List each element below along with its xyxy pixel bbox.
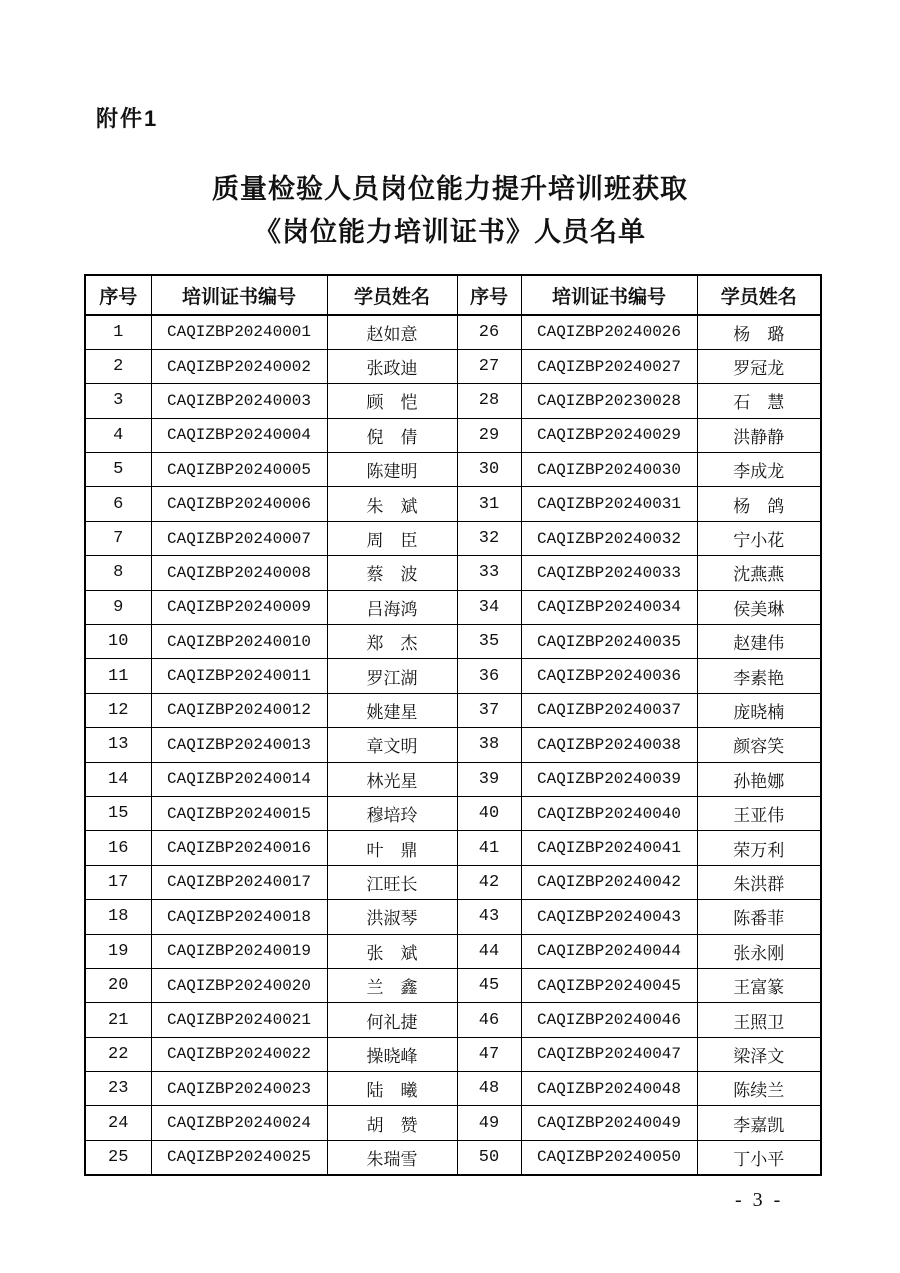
table-row <box>85 521 821 555</box>
student-name-left: 罗江湖 <box>327 659 457 693</box>
certificate-number-right: CAQIZBP20240032 <box>521 521 697 555</box>
student-name-left: 朱 斌 <box>327 487 457 521</box>
student-name-right: 李成龙 <box>697 453 821 487</box>
student-name-right: 杨 鸽 <box>697 487 821 521</box>
serial-number-right: 43 <box>457 900 521 934</box>
document-title-line-2: 《岗位能力培训证书》人员名单 <box>254 217 646 247</box>
table-row <box>85 418 821 452</box>
table-row <box>85 349 821 383</box>
certificate-number-right: CAQIZBP20240046 <box>521 1003 697 1037</box>
certificate-number-left: CAQIZBP20240008 <box>151 556 327 590</box>
table-header-row <box>85 275 821 315</box>
table-row <box>85 487 821 521</box>
student-name-left: 姚建星 <box>327 693 457 727</box>
certificate-number-right: CAQIZBP20230028 <box>521 384 697 418</box>
table-row <box>85 590 821 624</box>
serial-number-right: 42 <box>457 865 521 899</box>
serial-number-right: 45 <box>457 968 521 1002</box>
serial-number-left: 14 <box>85 762 151 796</box>
certificate-number-left: CAQIZBP20240002 <box>151 349 327 383</box>
serial-number-right: 50 <box>457 1140 521 1174</box>
table-row <box>85 900 821 934</box>
serial-number-left: 20 <box>85 968 151 1002</box>
student-name-left: 章文明 <box>327 728 457 762</box>
table-row <box>85 1037 821 1071</box>
serial-number-left: 4 <box>85 418 151 452</box>
table-row <box>85 659 821 693</box>
certificate-number-right: CAQIZBP20240043 <box>521 900 697 934</box>
serial-number-left: 24 <box>85 1106 151 1140</box>
serial-number-left: 8 <box>85 556 151 590</box>
roster-table <box>84 274 822 1176</box>
serial-number-left: 22 <box>85 1037 151 1071</box>
student-name-left: 洪淑琴 <box>327 900 457 934</box>
certificate-number-left: CAQIZBP20240014 <box>151 762 327 796</box>
certificate-number-left: CAQIZBP20240009 <box>151 590 327 624</box>
certificate-number-left: CAQIZBP20240020 <box>151 968 327 1002</box>
student-name-left: 陆 曦 <box>327 1072 457 1106</box>
certificate-number-left: CAQIZBP20240016 <box>151 831 327 865</box>
table-row <box>85 728 821 762</box>
certificate-number-left: CAQIZBP20240010 <box>151 625 327 659</box>
certificate-number-left: CAQIZBP20240007 <box>151 521 327 555</box>
serial-number-right: 27 <box>457 349 521 383</box>
serial-number-right: 36 <box>457 659 521 693</box>
serial-number-right: 34 <box>457 590 521 624</box>
certificate-number-right: CAQIZBP20240047 <box>521 1037 697 1071</box>
certificate-number-right: CAQIZBP20240049 <box>521 1106 697 1140</box>
table-row <box>85 1072 821 1106</box>
table-row <box>85 968 821 1002</box>
table-row <box>85 315 821 349</box>
certificate-number-left: CAQIZBP20240015 <box>151 796 327 830</box>
certificate-number-right: CAQIZBP20240031 <box>521 487 697 521</box>
student-name-right: 李素艳 <box>697 659 821 693</box>
serial-number-right: 49 <box>457 1106 521 1140</box>
certificate-number-right: CAQIZBP20240026 <box>521 315 697 349</box>
student-name-right: 宁小花 <box>697 521 821 555</box>
student-name-left: 穆培玲 <box>327 796 457 830</box>
certificate-number-left: CAQIZBP20240022 <box>151 1037 327 1071</box>
serial-number-right: 26 <box>457 315 521 349</box>
serial-number-left: 11 <box>85 659 151 693</box>
student-name-left: 赵如意 <box>327 315 457 349</box>
student-name-left: 郑 杰 <box>327 625 457 659</box>
certificate-number-left: CAQIZBP20240017 <box>151 865 327 899</box>
student-name-left: 叶 鼎 <box>327 831 457 865</box>
certificate-number-right: CAQIZBP20240041 <box>521 831 697 865</box>
table-row <box>85 453 821 487</box>
student-name-left: 兰 鑫 <box>327 968 457 1002</box>
table-row <box>85 796 821 830</box>
certificate-number-left: CAQIZBP20240024 <box>151 1106 327 1140</box>
serial-number-right: 41 <box>457 831 521 865</box>
student-name-left: 蔡 波 <box>327 556 457 590</box>
serial-number-left: 15 <box>85 796 151 830</box>
serial-number-left: 7 <box>85 521 151 555</box>
certificate-number-right: CAQIZBP20240034 <box>521 590 697 624</box>
certificate-number-left: CAQIZBP20240005 <box>151 453 327 487</box>
serial-number-left: 2 <box>85 349 151 383</box>
student-name-right: 李嘉凯 <box>697 1106 821 1140</box>
student-name-left: 林光星 <box>327 762 457 796</box>
serial-number-left: 21 <box>85 1003 151 1037</box>
student-name-right: 孙艳娜 <box>697 762 821 796</box>
serial-number-left: 17 <box>85 865 151 899</box>
column-header-name-right: 学员姓名 <box>697 275 821 315</box>
certificate-number-left: CAQIZBP20240006 <box>151 487 327 521</box>
certificate-number-left: CAQIZBP20240012 <box>151 693 327 727</box>
student-name-left: 倪 倩 <box>327 418 457 452</box>
certificate-number-left: CAQIZBP20240003 <box>151 384 327 418</box>
certificate-number-right: CAQIZBP20240039 <box>521 762 697 796</box>
certificate-number-right: CAQIZBP20240040 <box>521 796 697 830</box>
serial-number-right: 40 <box>457 796 521 830</box>
serial-number-left: 3 <box>85 384 151 418</box>
student-name-left: 周 臣 <box>327 521 457 555</box>
table-row <box>85 865 821 899</box>
column-header-certificate-right: 培训证书编号 <box>521 275 697 315</box>
serial-number-right: 31 <box>457 487 521 521</box>
attachment-label: 附件1 <box>96 106 159 131</box>
serial-number-right: 48 <box>457 1072 521 1106</box>
serial-number-left: 13 <box>85 728 151 762</box>
serial-number-left: 18 <box>85 900 151 934</box>
serial-number-left: 10 <box>85 625 151 659</box>
serial-number-left: 16 <box>85 831 151 865</box>
student-name-left: 江旺长 <box>327 865 457 899</box>
certificate-number-left: CAQIZBP20240011 <box>151 659 327 693</box>
table-row <box>85 1003 821 1037</box>
student-name-left: 吕海鸿 <box>327 590 457 624</box>
serial-number-right: 46 <box>457 1003 521 1037</box>
student-name-right: 侯美琳 <box>697 590 821 624</box>
student-name-right: 洪静静 <box>697 418 821 452</box>
serial-number-right: 35 <box>457 625 521 659</box>
student-name-right: 沈燕燕 <box>697 556 821 590</box>
student-name-left: 何礼捷 <box>327 1003 457 1037</box>
serial-number-left: 9 <box>85 590 151 624</box>
table-row <box>85 1106 821 1140</box>
serial-number-right: 32 <box>457 521 521 555</box>
serial-number-right: 33 <box>457 556 521 590</box>
certificate-number-left: CAQIZBP20240013 <box>151 728 327 762</box>
student-name-right: 陈番菲 <box>697 900 821 934</box>
serial-number-right: 28 <box>457 384 521 418</box>
student-name-right: 罗冠龙 <box>697 349 821 383</box>
student-name-right: 杨 璐 <box>697 315 821 349</box>
serial-number-right: 39 <box>457 762 521 796</box>
serial-number-right: 47 <box>457 1037 521 1071</box>
certificate-number-right: CAQIZBP20240027 <box>521 349 697 383</box>
table-row <box>85 693 821 727</box>
serial-number-right: 38 <box>457 728 521 762</box>
student-name-right: 王富篆 <box>697 968 821 1002</box>
table-row <box>85 831 821 865</box>
student-name-left: 顾 恺 <box>327 384 457 418</box>
certificate-number-right: CAQIZBP20240042 <box>521 865 697 899</box>
certificate-number-left: CAQIZBP20240021 <box>151 1003 327 1037</box>
column-header-name-left: 学员姓名 <box>327 275 457 315</box>
student-name-right: 朱洪群 <box>697 865 821 899</box>
student-name-right: 陈续兰 <box>697 1072 821 1106</box>
document-title <box>0 168 900 254</box>
certificate-number-left: CAQIZBP20240025 <box>151 1140 327 1174</box>
serial-number-left: 25 <box>85 1140 151 1174</box>
table-row <box>85 1140 821 1174</box>
certificate-number-right: CAQIZBP20240044 <box>521 934 697 968</box>
student-name-right: 梁泽文 <box>697 1037 821 1071</box>
serial-number-left: 12 <box>85 693 151 727</box>
student-name-left: 陈建明 <box>327 453 457 487</box>
certificate-number-left: CAQIZBP20240019 <box>151 934 327 968</box>
student-name-right: 荣万利 <box>697 831 821 865</box>
student-name-right: 张永刚 <box>697 934 821 968</box>
serial-number-right: 37 <box>457 693 521 727</box>
serial-number-left: 5 <box>85 453 151 487</box>
page-number: - 3 - <box>735 1189 784 1211</box>
certificate-number-left: CAQIZBP20240004 <box>151 418 327 452</box>
student-name-left: 张政迪 <box>327 349 457 383</box>
column-header-serial-left: 序号 <box>85 275 151 315</box>
column-header-certificate-left: 培训证书编号 <box>151 275 327 315</box>
serial-number-right: 30 <box>457 453 521 487</box>
student-name-left: 胡 赞 <box>327 1106 457 1140</box>
serial-number-left: 6 <box>85 487 151 521</box>
table-row <box>85 556 821 590</box>
table-body <box>85 315 821 1175</box>
table-row <box>85 934 821 968</box>
serial-number-right: 44 <box>457 934 521 968</box>
student-name-right: 颜容笑 <box>697 728 821 762</box>
certificate-number-right: CAQIZBP20240050 <box>521 1140 697 1174</box>
table-row <box>85 384 821 418</box>
certificate-number-right: CAQIZBP20240029 <box>521 418 697 452</box>
student-name-left: 张 斌 <box>327 934 457 968</box>
certificate-number-right: CAQIZBP20240037 <box>521 693 697 727</box>
table-row <box>85 625 821 659</box>
serial-number-left: 1 <box>85 315 151 349</box>
document-title-line-1: 质量检验人员岗位能力提升培训班获取 <box>212 174 688 204</box>
student-name-right: 王照卫 <box>697 1003 821 1037</box>
serial-number-right: 29 <box>457 418 521 452</box>
student-name-right: 庞晓楠 <box>697 693 821 727</box>
student-name-right: 王亚伟 <box>697 796 821 830</box>
certificate-number-right: CAQIZBP20240038 <box>521 728 697 762</box>
certificate-number-left: CAQIZBP20240023 <box>151 1072 327 1106</box>
certificate-number-right: CAQIZBP20240030 <box>521 453 697 487</box>
serial-number-left: 23 <box>85 1072 151 1106</box>
certificate-number-left: CAQIZBP20240001 <box>151 315 327 349</box>
certificate-number-right: CAQIZBP20240035 <box>521 625 697 659</box>
student-name-left: 操晓峰 <box>327 1037 457 1071</box>
certificate-number-right: CAQIZBP20240033 <box>521 556 697 590</box>
column-header-serial-right: 序号 <box>457 275 521 315</box>
serial-number-left: 19 <box>85 934 151 968</box>
certificate-number-right: CAQIZBP20240045 <box>521 968 697 1002</box>
student-name-right: 丁小平 <box>697 1140 821 1174</box>
certificate-number-left: CAQIZBP20240018 <box>151 900 327 934</box>
student-name-right: 赵建伟 <box>697 625 821 659</box>
certificate-number-right: CAQIZBP20240048 <box>521 1072 697 1106</box>
student-name-right: 石 慧 <box>697 384 821 418</box>
certificate-number-right: CAQIZBP20240036 <box>521 659 697 693</box>
student-name-left: 朱瑞雪 <box>327 1140 457 1174</box>
table-row <box>85 762 821 796</box>
